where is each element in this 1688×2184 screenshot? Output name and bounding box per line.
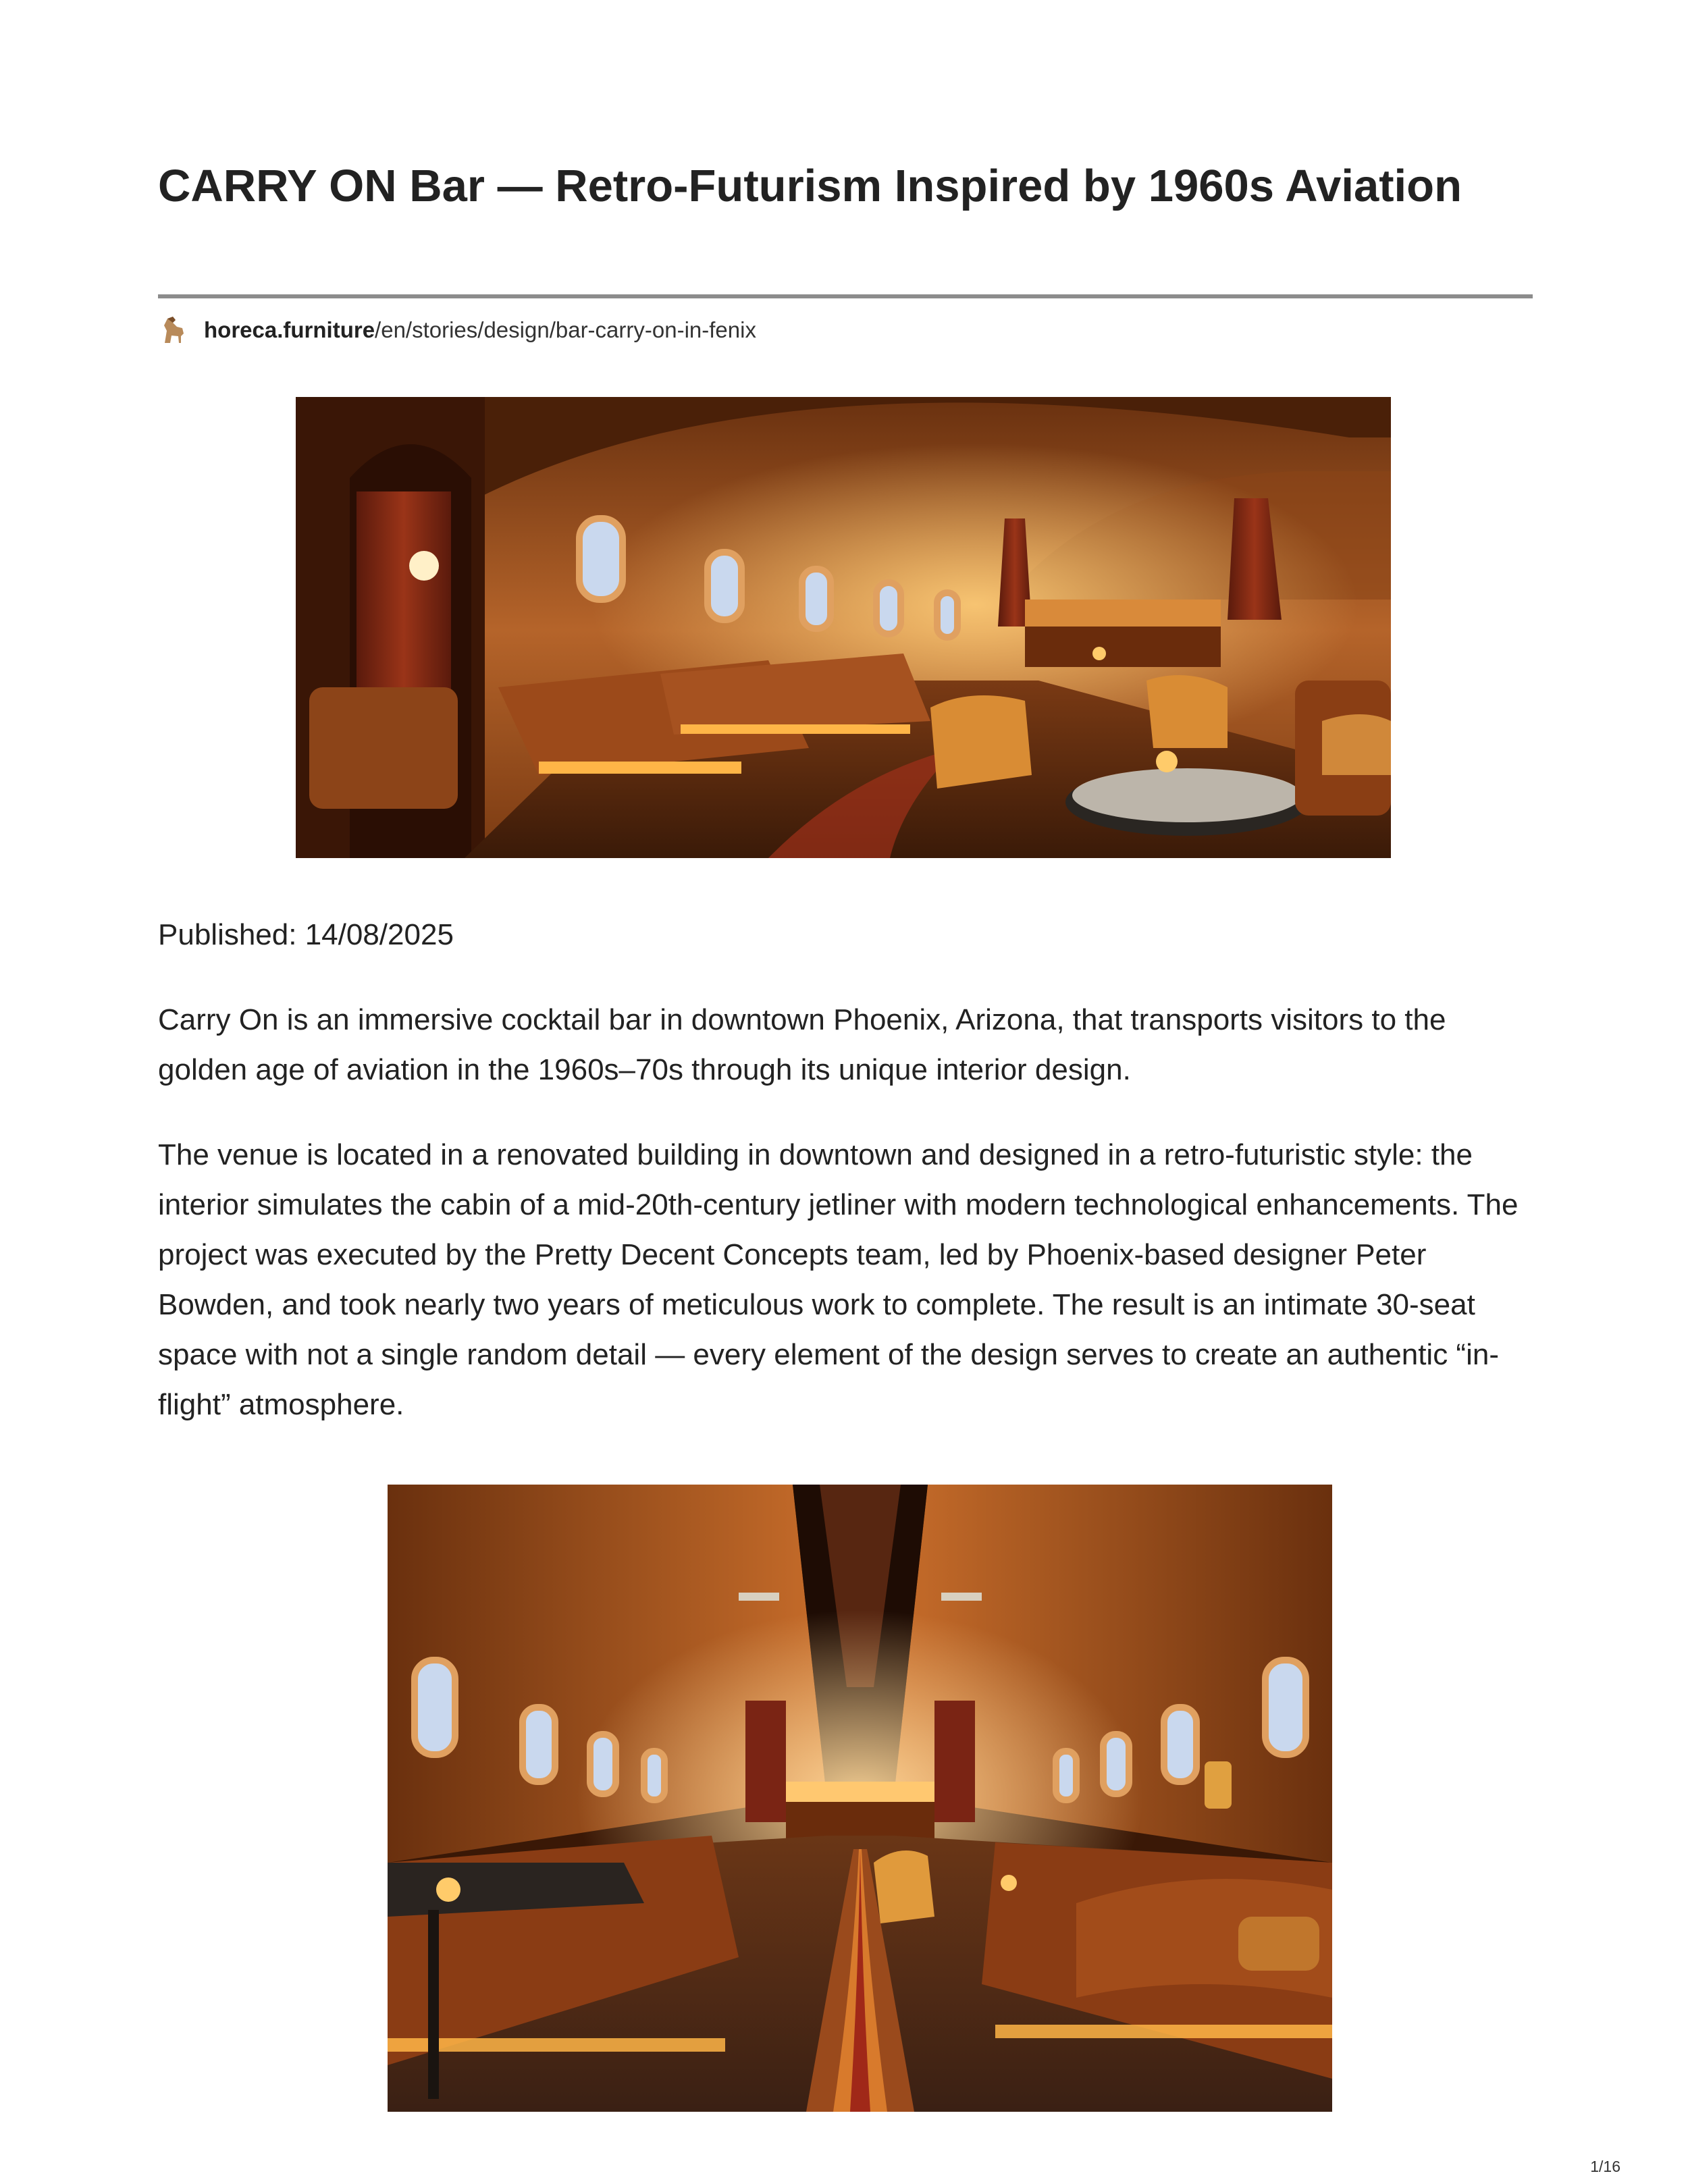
source-line (158, 313, 756, 347)
source-path[interactable]: /en/stories/design/bar-carry-on-in-fenix (375, 317, 756, 342)
paragraph: The venue is located in a renovated building in downtown and designed in a retro-futuristic style: the interior simulates the cabin of a mid-20th-century jetliner with modern technological enhancements. The project was executed by the Pretty Decent Concepts team, led by Phoenix-based designer Peter Bowden, and took nearly two years of meticulous work to complete. The result is an intimate 30-seat space with not a single random detail — every element of the design serves to create an authentic “in-flight” atmosphere. (158, 1138, 1519, 1421)
title-divider (158, 294, 1533, 298)
source-domain[interactable]: horeca.furniture (204, 317, 375, 342)
horse-icon (158, 313, 189, 347)
paragraph: Carry On is an immersive cocktail bar in downtown Phoenix, Arizona, that transports visitors to the golden age of aviation in the 1960s–70s through its unique interior design. (158, 1003, 1446, 1086)
published-date: Published: 14/08/2025 (158, 918, 454, 951)
bar-interior-photo-aisle (388, 1485, 1332, 2112)
page-number: 1/16 (1590, 2158, 1620, 2175)
bar-interior-photo-booths (296, 397, 1391, 858)
article-title: CARRY ON Bar — Retro-Futurism Inspired by 1960s Aviation (158, 161, 1462, 211)
